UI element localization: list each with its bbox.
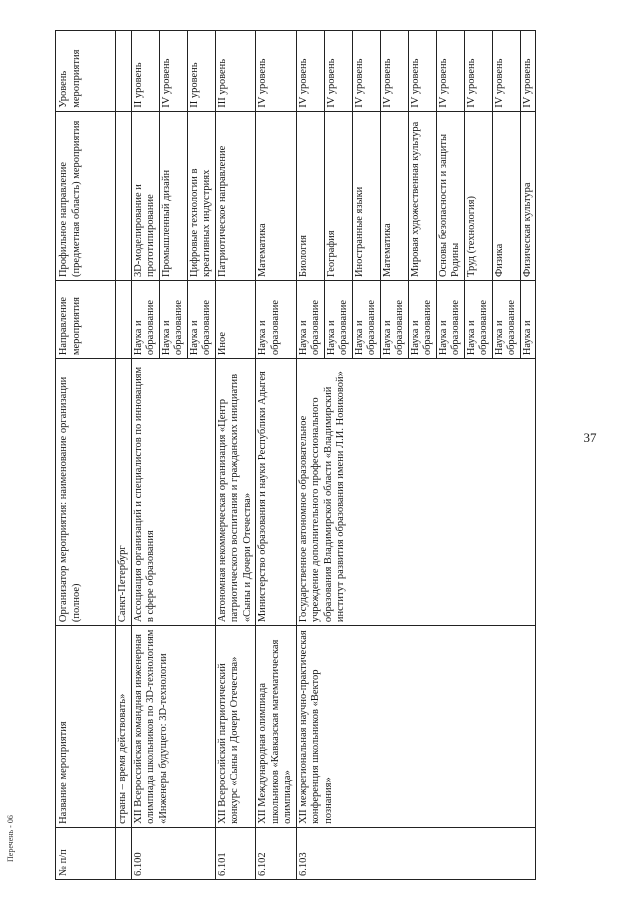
cell-direction: Наука и образование: [324, 281, 352, 359]
cell-level: IV уровень: [352, 31, 380, 112]
cell-direction: Наука и образование: [352, 281, 380, 359]
cell-profile: Иностранные языки: [352, 111, 380, 280]
cell-org: Государственное автономное образовательное учреждение дополнительного профессионального образования Владимирской области «Владимирский институт развития образования имени Л.И. Новиковой»: [296, 359, 536, 626]
cell-level: [116, 31, 132, 112]
cell-level: IV уровень: [380, 31, 408, 112]
cell-direction: Наука и образование: [131, 281, 159, 359]
cell-level: IV уровень: [464, 31, 492, 112]
cell-level: IV уровень: [492, 31, 520, 112]
cell-direction: Иное: [215, 281, 256, 359]
cell-level: IV уровень: [324, 31, 352, 112]
cell-profile: 3D-моделирование и прототипирование: [131, 111, 159, 280]
cell-profile: Биология: [296, 111, 324, 280]
table-row: [215, 31, 256, 880]
cell-profile: Математика: [380, 111, 408, 280]
cell-num: 6.103: [296, 827, 536, 879]
cell-profile: География: [324, 111, 352, 280]
page-number: 37: [583, 430, 597, 445]
cell-num: [116, 827, 132, 879]
cell-direction: Наука и образование: [159, 281, 187, 359]
cell-profile: Физика: [492, 111, 520, 280]
cell-level: IV уровень: [256, 31, 297, 112]
cell-direction: Наука и образование: [296, 281, 324, 359]
cell-org: Санкт-Петербург: [116, 359, 132, 626]
cell-profile: [116, 111, 132, 280]
cell-profile: Мировая художественная культура: [408, 111, 436, 280]
cell-profile: Труд (технология): [464, 111, 492, 280]
header-name: Название мероприятия: [56, 626, 116, 828]
cell-num: 6.101: [215, 827, 256, 879]
header-direction: Направление мероприятия: [56, 281, 116, 359]
cell-level: III уровень: [215, 31, 256, 112]
cell-direction: Наука и образование: [464, 281, 492, 359]
cell-level: IV уровень: [436, 31, 464, 112]
cell-profile: Патриотическое направление: [215, 111, 256, 280]
cell-direction: Наука и образование: [436, 281, 464, 359]
cell-level: II уровень: [131, 31, 159, 112]
table-row: [131, 31, 159, 880]
cell-num: 6.100: [131, 827, 215, 879]
cell-direction: Наука и образование: [380, 281, 408, 359]
cell-level: IV уровень: [159, 31, 187, 112]
cell-level: IV уровень: [408, 31, 436, 112]
table-row: [256, 31, 297, 880]
table-header-row: [56, 31, 116, 880]
cell-name: страны – время действовать»: [116, 626, 132, 828]
cell-num: 6.102: [256, 827, 297, 879]
cell-direction: Наука и образование: [256, 281, 297, 359]
cell-profile: Физическая культура: [520, 111, 536, 280]
header-org: Организатор мероприятия: наименование организации (полное): [56, 359, 116, 626]
header-profile: Профильное направление (предметная область) мероприятия: [56, 111, 116, 280]
cell-name: XII Всероссийская командная инженерная олимпиада школьников по 3D-технологиям «Инженеры будущего: 3D-технологии: [131, 626, 215, 828]
cell-name: XII межрегиональная научно-практическая конференция школьников «Вектор познания»: [296, 626, 536, 828]
cell-level: IV уровень: [520, 31, 536, 112]
page-footer: Перечень - 06: [6, 815, 15, 862]
cell-direction: [116, 281, 132, 359]
header-level: Уровень мероприятия: [56, 31, 116, 112]
cell-profile: Математика: [256, 111, 297, 280]
header-num: № п/п: [56, 827, 116, 879]
cell-name: XII Всероссийский патриотический конкурс «Сыны и Дочери Отечества»: [215, 626, 256, 828]
continuation-row: [116, 31, 132, 880]
cell-direction: Наука и образование: [408, 281, 436, 359]
events-table: [55, 30, 536, 880]
cell-level: II уровень: [187, 31, 215, 112]
cell-org: Автономная некоммерческая организация «Центр патриотического воспитания и гражданских инициатив «Сыны и Дочери Отечества»: [215, 359, 256, 626]
cell-direction: Наука и: [520, 281, 536, 359]
cell-direction: Наука и образование: [187, 281, 215, 359]
cell-direction: Наука и образование: [492, 281, 520, 359]
cell-profile: Цифровые технологии в креативных индустриях: [187, 111, 215, 280]
cell-org: Ассоциация организаций и специалистов по инновациям в сфере образования: [131, 359, 215, 626]
cell-org: Министерство образования и науки Республики Адыгея: [256, 359, 297, 626]
cell-name: XII Международная олимпиада школьников «Кавказская математическая олимпиада»: [256, 626, 297, 828]
cell-profile: Промышленный дизайн: [159, 111, 187, 280]
rotated-table-container: [55, 30, 585, 880]
cell-level: IV уровень: [296, 31, 324, 112]
table-body: [116, 31, 536, 880]
table-row: [296, 31, 324, 880]
cell-profile: Основы безопасности и защиты Родины: [436, 111, 464, 280]
